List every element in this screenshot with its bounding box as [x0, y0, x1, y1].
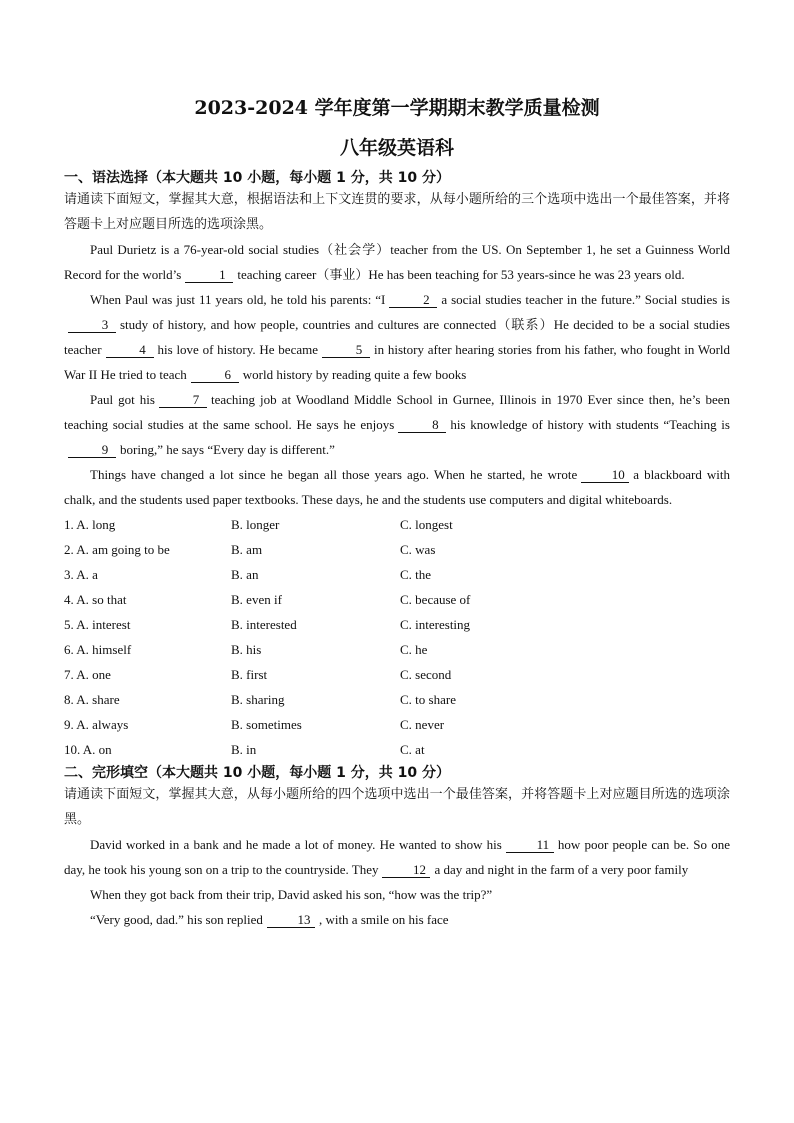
text-run: his knowledge of history with students “Teaching is — [450, 417, 730, 432]
text-run: , with a smile on his face — [318, 912, 449, 927]
blank-9: 9 — [68, 443, 116, 458]
option-c: C. interesting — [400, 617, 471, 632]
option-b: B. in — [231, 742, 257, 757]
text-run: Things have changed a lot since he began all those years ago. When he started, he wrote — [90, 467, 578, 482]
option-c: C. he — [400, 642, 428, 657]
option-a: 2. A. am going to be — [64, 542, 170, 557]
section2-paragraph-1 — [64, 832, 730, 882]
option-row — [64, 637, 730, 662]
text-run: Paul Durietz is a 76-year-old social studies（社会学）teacher from the US. On September 1, he set a Guinness World Record for the world’s — [64, 242, 730, 282]
option-b: B. sometimes — [231, 717, 302, 732]
option-a: 6. A. himself — [64, 642, 132, 657]
blank-13: 13 — [267, 913, 315, 928]
option-c: C. second — [400, 667, 452, 682]
option-c: C. was — [400, 542, 436, 557]
text-run: When Paul was just 11 years old, he told his parents: “I — [90, 292, 386, 307]
option-row — [64, 537, 730, 562]
option-row — [64, 587, 730, 612]
text-run: how poor people can be. So one day, he took his young son on a trip to the countryside. They — [64, 837, 730, 877]
section1-options — [64, 512, 730, 762]
section1-paragraph-1 — [64, 237, 730, 287]
section2-paragraph-2: When they got back from their trip, David asked his son, “how was the trip?” — [90, 887, 493, 902]
text-run: world history by reading quite a few books — [242, 367, 467, 382]
section2-paragraph-3 — [64, 907, 730, 932]
option-c: C. the — [400, 567, 432, 582]
option-a: 8. A. share — [64, 692, 120, 707]
text-run: teaching career（事业）He has been teaching for 53 years-since he was 23 years old. — [237, 267, 685, 282]
section1-heading: 一、语法选择（本大题共 10 小题，每小题 1 分，共 10 分） — [64, 170, 450, 186]
option-c: C. longest — [400, 517, 453, 532]
exam-title: 2023-2024 学年度第一学期期末教学质量检测 — [194, 97, 600, 119]
text-run: his love of history. He became — [157, 342, 319, 357]
section1-paragraph-4 — [64, 462, 730, 512]
option-b: B. his — [231, 642, 262, 657]
text-run: David worked in a bank and he made a lot of money. He wanted to show his — [90, 837, 502, 852]
option-b: B. an — [231, 567, 259, 582]
option-a: 4. A. so that — [64, 592, 127, 607]
option-c: C. at — [400, 742, 425, 757]
option-a: 1. A. long — [64, 517, 116, 532]
option-b: B. interested — [231, 617, 297, 632]
text-run: a day and night in the farm of a very poor family — [434, 862, 689, 877]
blank-12: 12 — [382, 863, 430, 878]
option-b: B. am — [231, 542, 263, 557]
option-a: 7. A. one — [64, 667, 111, 682]
blank-8: 8 — [398, 418, 446, 433]
option-row — [64, 512, 730, 537]
option-a: 3. A. a — [64, 567, 98, 582]
blank-11: 11 — [506, 838, 554, 853]
text-run: teaching job at Woodland Middle School in Gurnee, Illinois in 1970 Ever since then, he’s been teaching social studies at the same school. He says he enjoys — [64, 392, 730, 432]
blank-4: 4 — [106, 343, 154, 358]
blank-1: 1 — [185, 268, 233, 283]
option-c: C. to share — [400, 692, 456, 707]
option-a: 10. A. on — [64, 742, 112, 757]
option-b: B. first — [231, 667, 268, 682]
blank-7: 7 — [159, 393, 207, 408]
section2-instruction: 请通读下面短文，掌握其大意，从每小题所给的四个选项中选出一个最佳答案，并将答题卡上对应题目所选的选项涂黑。 — [64, 787, 730, 827]
text-run: a social studies teacher in the future.” Social studies is — [441, 292, 730, 307]
option-row — [64, 612, 730, 637]
option-a: 9. A. always — [64, 717, 129, 732]
option-row — [64, 712, 730, 737]
blank-2: 2 — [389, 293, 437, 308]
blank-3: 3 — [68, 318, 116, 333]
text-run: “Very good, dad.” his son replied — [90, 912, 263, 927]
section2-heading: 二、完形填空（本大题共 10 小题，每小题 1 分，共 10 分） — [64, 765, 450, 781]
option-c: C. because of — [400, 592, 471, 607]
option-b: B. even if — [231, 592, 282, 607]
exam-page — [64, 96, 730, 932]
text-run: a blackboard with chalk, and the students used paper textbooks. These days, he and the students use computers and digital whiteboards. — [64, 467, 730, 507]
blank-5: 5 — [322, 343, 370, 358]
text-run: study of history, and how people, countries and cultures are connected（联系）He decided to be a social studies teacher — [64, 317, 730, 357]
text-run: boring,” he says “Every day is different.” — [120, 442, 335, 457]
option-b: B. longer — [231, 517, 280, 532]
option-row — [64, 687, 730, 712]
option-a: 5. A. interest — [64, 617, 131, 632]
option-row — [64, 662, 730, 687]
option-row — [64, 737, 730, 762]
text-run: Paul got his — [90, 392, 155, 407]
section1-paragraph-3 — [64, 387, 730, 462]
blank-6: 6 — [191, 368, 239, 383]
option-row — [64, 562, 730, 587]
blank-10: 10 — [581, 468, 629, 483]
option-c: C. never — [400, 717, 445, 732]
section1-paragraph-2 — [64, 287, 730, 387]
option-b: B. sharing — [231, 692, 285, 707]
exam-subtitle: 八年级英语科 — [339, 137, 454, 159]
text-run: in history after hearing stories from his father, who fought in World War II He tried to teach — [64, 342, 731, 382]
section1-instruction: 请通读下面短文，掌握其大意，根据语法和上下文连贯的要求，从每小题所给的三个选项中选出一个最佳答案，并将答题卡上对应题目所选的选项涂黑。 — [64, 192, 730, 232]
